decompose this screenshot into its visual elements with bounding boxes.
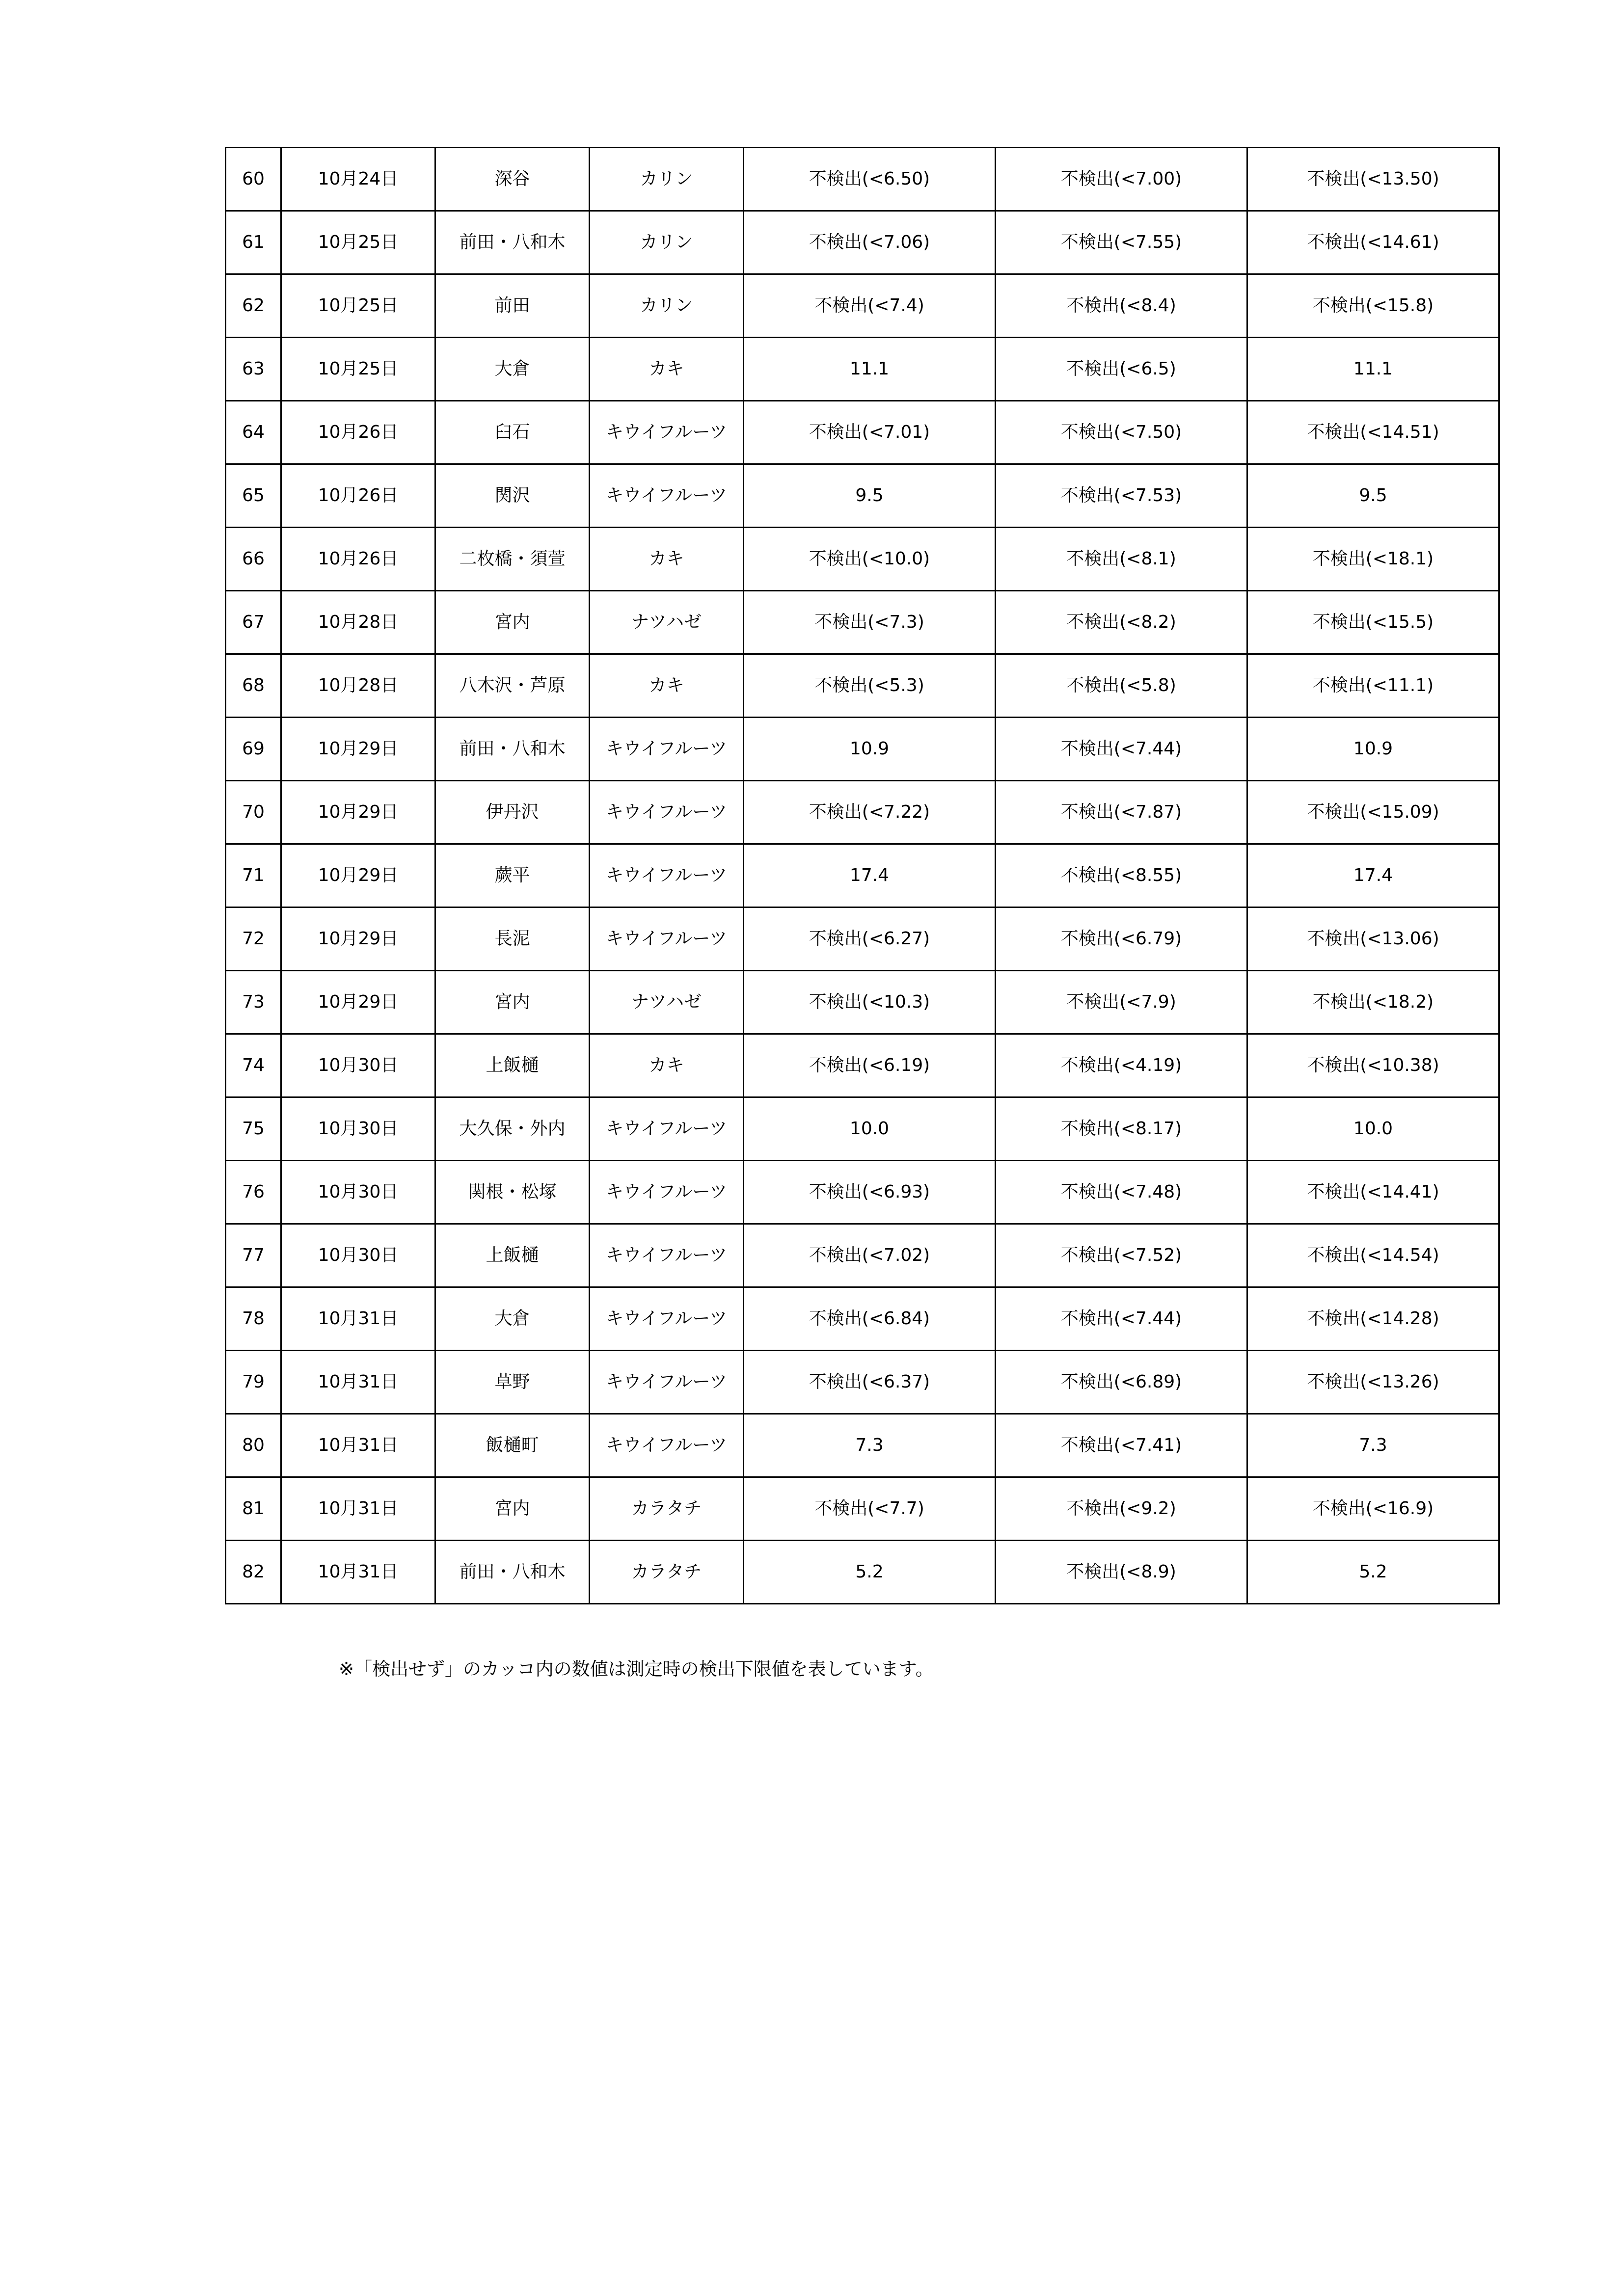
cell-sample-no: 75 xyxy=(226,1097,281,1161)
cell-value-total: 9.5 xyxy=(1247,464,1499,528)
cell-item: カキ xyxy=(590,654,744,718)
cell-sample-no: 61 xyxy=(226,211,281,274)
cell-sample-no: 66 xyxy=(226,528,281,591)
cell-sample-no: 62 xyxy=(226,274,281,338)
cell-value-total: 不検出(<14.41) xyxy=(1247,1161,1499,1224)
cell-date: 10月25日 xyxy=(281,274,435,338)
cell-sample-no: 79 xyxy=(226,1351,281,1414)
cell-sample-no: 81 xyxy=(226,1477,281,1541)
cell-date: 10月29日 xyxy=(281,718,435,781)
cell-location: 草野 xyxy=(435,1351,590,1414)
table-row xyxy=(226,654,1499,718)
table-row xyxy=(226,781,1499,844)
cell-item: カリン xyxy=(590,211,744,274)
cell-value-2: 不検出(<5.8) xyxy=(996,654,1247,718)
cell-location: 前田・八和木 xyxy=(435,718,590,781)
cell-date: 10月31日 xyxy=(281,1351,435,1414)
cell-date: 10月31日 xyxy=(281,1477,435,1541)
cell-item: カリン xyxy=(590,148,744,211)
cell-location: 深谷 xyxy=(435,148,590,211)
cell-value-total: 不検出(<13.06) xyxy=(1247,908,1499,971)
cell-date: 10月25日 xyxy=(281,211,435,274)
results-table-body xyxy=(226,148,1499,1604)
cell-item: キウイフルーツ xyxy=(590,1161,744,1224)
cell-date: 10月30日 xyxy=(281,1034,435,1097)
cell-value-1: 不検出(<7.06) xyxy=(744,211,996,274)
cell-value-1: 10.9 xyxy=(744,718,996,781)
cell-value-1: 不検出(<6.93) xyxy=(744,1161,996,1224)
cell-sample-no: 69 xyxy=(226,718,281,781)
cell-item: キウイフルーツ xyxy=(590,1287,744,1351)
cell-location: 蕨平 xyxy=(435,844,590,908)
cell-value-1: 不検出(<6.37) xyxy=(744,1351,996,1414)
cell-value-2: 不検出(<7.87) xyxy=(996,781,1247,844)
table-row xyxy=(226,1477,1499,1541)
cell-item: キウイフルーツ xyxy=(590,781,744,844)
cell-value-total: 不検出(<18.2) xyxy=(1247,971,1499,1034)
cell-value-total: 不検出(<14.28) xyxy=(1247,1287,1499,1351)
cell-item: カキ xyxy=(590,1034,744,1097)
cell-item: キウイフルーツ xyxy=(590,464,744,528)
cell-location: 前田 xyxy=(435,274,590,338)
cell-value-1: 不検出(<6.84) xyxy=(744,1287,996,1351)
cell-sample-no: 77 xyxy=(226,1224,281,1287)
cell-item: キウイフルーツ xyxy=(590,1224,744,1287)
cell-location: 上飯樋 xyxy=(435,1224,590,1287)
cell-location: 前田・八和木 xyxy=(435,1541,590,1604)
cell-value-1: 不検出(<7.7) xyxy=(744,1477,996,1541)
cell-sample-no: 70 xyxy=(226,781,281,844)
cell-value-total: 11.1 xyxy=(1247,338,1499,401)
cell-value-total: 不検出(<14.61) xyxy=(1247,211,1499,274)
cell-item: カキ xyxy=(590,528,744,591)
cell-value-2: 不検出(<6.79) xyxy=(996,908,1247,971)
cell-value-2: 不検出(<8.55) xyxy=(996,844,1247,908)
cell-value-1: 不検出(<6.27) xyxy=(744,908,996,971)
cell-sample-no: 73 xyxy=(226,971,281,1034)
cell-date: 10月31日 xyxy=(281,1287,435,1351)
cell-value-total: 不検出(<14.54) xyxy=(1247,1224,1499,1287)
cell-value-2: 不検出(<4.19) xyxy=(996,1034,1247,1097)
cell-date: 10月30日 xyxy=(281,1224,435,1287)
cell-value-1: 不検出(<7.02) xyxy=(744,1224,996,1287)
cell-value-total: 不検出(<13.50) xyxy=(1247,148,1499,211)
cell-value-2: 不検出(<8.17) xyxy=(996,1097,1247,1161)
cell-date: 10月26日 xyxy=(281,464,435,528)
cell-value-1: 不検出(<7.01) xyxy=(744,401,996,464)
cell-item: カキ xyxy=(590,338,744,401)
results-table xyxy=(225,147,1500,1604)
cell-location: 前田・八和木 xyxy=(435,211,590,274)
cell-value-total: 不検出(<18.1) xyxy=(1247,528,1499,591)
cell-item: カラタチ xyxy=(590,1541,744,1604)
cell-value-2: 不検出(<8.9) xyxy=(996,1541,1247,1604)
cell-date: 10月24日 xyxy=(281,148,435,211)
cell-item: ナツハゼ xyxy=(590,971,744,1034)
cell-date: 10月29日 xyxy=(281,908,435,971)
cell-value-2: 不検出(<7.41) xyxy=(996,1414,1247,1477)
cell-item: キウイフルーツ xyxy=(590,718,744,781)
cell-date: 10月29日 xyxy=(281,971,435,1034)
cell-value-1: 9.5 xyxy=(744,464,996,528)
cell-date: 10月29日 xyxy=(281,781,435,844)
cell-location: 八木沢・芦原 xyxy=(435,654,590,718)
cell-sample-no: 63 xyxy=(226,338,281,401)
cell-sample-no: 67 xyxy=(226,591,281,654)
cell-location: 宮内 xyxy=(435,971,590,1034)
cell-value-total: 不検出(<13.26) xyxy=(1247,1351,1499,1414)
cell-item: カリン xyxy=(590,274,744,338)
table-row xyxy=(226,148,1499,211)
cell-value-1: 5.2 xyxy=(744,1541,996,1604)
cell-value-2: 不検出(<7.53) xyxy=(996,464,1247,528)
cell-value-2: 不検出(<7.44) xyxy=(996,718,1247,781)
table-row xyxy=(226,1224,1499,1287)
cell-item: カラタチ xyxy=(590,1477,744,1541)
cell-value-1: 11.1 xyxy=(744,338,996,401)
cell-value-2: 不検出(<8.4) xyxy=(996,274,1247,338)
cell-value-2: 不検出(<6.5) xyxy=(996,338,1247,401)
cell-date: 10月25日 xyxy=(281,338,435,401)
cell-sample-no: 80 xyxy=(226,1414,281,1477)
table-row xyxy=(226,528,1499,591)
table-row xyxy=(226,338,1499,401)
cell-value-1: 不検出(<6.50) xyxy=(744,148,996,211)
table-row xyxy=(226,1097,1499,1161)
table-row xyxy=(226,591,1499,654)
cell-sample-no: 60 xyxy=(226,148,281,211)
cell-value-2: 不検出(<7.50) xyxy=(996,401,1247,464)
cell-item: キウイフルーツ xyxy=(590,844,744,908)
cell-sample-no: 65 xyxy=(226,464,281,528)
cell-value-2: 不検出(<8.2) xyxy=(996,591,1247,654)
cell-value-total: 不検出(<10.38) xyxy=(1247,1034,1499,1097)
cell-value-2: 不検出(<7.00) xyxy=(996,148,1247,211)
cell-value-total: 不検出(<16.9) xyxy=(1247,1477,1499,1541)
cell-value-total: 17.4 xyxy=(1247,844,1499,908)
cell-location: 大久保・外内 xyxy=(435,1097,590,1161)
cell-date: 10月31日 xyxy=(281,1541,435,1604)
cell-location: 大倉 xyxy=(435,1287,590,1351)
cell-value-1: 不検出(<10.3) xyxy=(744,971,996,1034)
cell-value-1: 不検出(<5.3) xyxy=(744,654,996,718)
table-row xyxy=(226,971,1499,1034)
cell-item: キウイフルーツ xyxy=(590,1097,744,1161)
cell-value-2: 不検出(<6.89) xyxy=(996,1351,1247,1414)
cell-value-2: 不検出(<7.52) xyxy=(996,1224,1247,1287)
cell-item: キウイフルーツ xyxy=(590,1351,744,1414)
cell-sample-no: 76 xyxy=(226,1161,281,1224)
cell-sample-no: 72 xyxy=(226,908,281,971)
cell-value-1: 7.3 xyxy=(744,1414,996,1477)
cell-location: 宮内 xyxy=(435,591,590,654)
cell-value-1: 不検出(<6.19) xyxy=(744,1034,996,1097)
cell-value-total: 不検出(<14.51) xyxy=(1247,401,1499,464)
table-row xyxy=(226,844,1499,908)
table-row xyxy=(226,464,1499,528)
cell-date: 10月30日 xyxy=(281,1161,435,1224)
table-row xyxy=(226,211,1499,274)
table-row xyxy=(226,1351,1499,1414)
cell-date: 10月29日 xyxy=(281,844,435,908)
cell-location: 大倉 xyxy=(435,338,590,401)
cell-location: 上飯樋 xyxy=(435,1034,590,1097)
cell-location: 臼石 xyxy=(435,401,590,464)
cell-item: ナツハゼ xyxy=(590,591,744,654)
cell-value-2: 不検出(<7.48) xyxy=(996,1161,1247,1224)
cell-location: 長泥 xyxy=(435,908,590,971)
cell-value-1: 不検出(<7.3) xyxy=(744,591,996,654)
cell-location: 関沢 xyxy=(435,464,590,528)
table-row xyxy=(226,401,1499,464)
cell-value-total: 7.3 xyxy=(1247,1414,1499,1477)
cell-location: 二枚橋・須萱 xyxy=(435,528,590,591)
cell-location: 関根・松塚 xyxy=(435,1161,590,1224)
cell-value-2: 不検出(<9.2) xyxy=(996,1477,1247,1541)
table-row xyxy=(226,1034,1499,1097)
cell-value-2: 不検出(<8.1) xyxy=(996,528,1247,591)
cell-value-1: 不検出(<10.0) xyxy=(744,528,996,591)
table-row xyxy=(226,1287,1499,1351)
cell-value-total: 不検出(<15.8) xyxy=(1247,274,1499,338)
cell-value-1: 10.0 xyxy=(744,1097,996,1161)
cell-sample-no: 82 xyxy=(226,1541,281,1604)
cell-value-total: 不検出(<15.09) xyxy=(1247,781,1499,844)
cell-item: キウイフルーツ xyxy=(590,1414,744,1477)
cell-sample-no: 78 xyxy=(226,1287,281,1351)
cell-date: 10月28日 xyxy=(281,591,435,654)
cell-value-total: 不検出(<15.5) xyxy=(1247,591,1499,654)
cell-date: 10月30日 xyxy=(281,1097,435,1161)
table-row xyxy=(226,1161,1499,1224)
cell-sample-no: 64 xyxy=(226,401,281,464)
table-row xyxy=(226,1414,1499,1477)
cell-date: 10月26日 xyxy=(281,401,435,464)
footnote: ※「検出せず」のカッコ内の数値は測定時の検出下限値を表しています。 xyxy=(339,1658,934,1680)
table-row xyxy=(226,1541,1499,1604)
cell-item: キウイフルーツ xyxy=(590,401,744,464)
table-row xyxy=(226,908,1499,971)
cell-value-total: 10.0 xyxy=(1247,1097,1499,1161)
cell-sample-no: 68 xyxy=(226,654,281,718)
cell-location: 飯樋町 xyxy=(435,1414,590,1477)
cell-location: 伊丹沢 xyxy=(435,781,590,844)
cell-value-total: 不検出(<11.1) xyxy=(1247,654,1499,718)
cell-value-1: 17.4 xyxy=(744,844,996,908)
cell-date: 10月26日 xyxy=(281,528,435,591)
table-row xyxy=(226,274,1499,338)
cell-value-1: 不検出(<7.22) xyxy=(744,781,996,844)
cell-value-total: 5.2 xyxy=(1247,1541,1499,1604)
cell-date: 10月28日 xyxy=(281,654,435,718)
cell-sample-no: 74 xyxy=(226,1034,281,1097)
cell-sample-no: 71 xyxy=(226,844,281,908)
cell-location: 宮内 xyxy=(435,1477,590,1541)
cell-value-2: 不検出(<7.9) xyxy=(996,971,1247,1034)
cell-value-2: 不検出(<7.55) xyxy=(996,211,1247,274)
cell-value-2: 不検出(<7.44) xyxy=(996,1287,1247,1351)
table-row xyxy=(226,718,1499,781)
cell-value-1: 不検出(<7.4) xyxy=(744,274,996,338)
cell-date: 10月31日 xyxy=(281,1414,435,1477)
cell-item: キウイフルーツ xyxy=(590,908,744,971)
cell-value-total: 10.9 xyxy=(1247,718,1499,781)
